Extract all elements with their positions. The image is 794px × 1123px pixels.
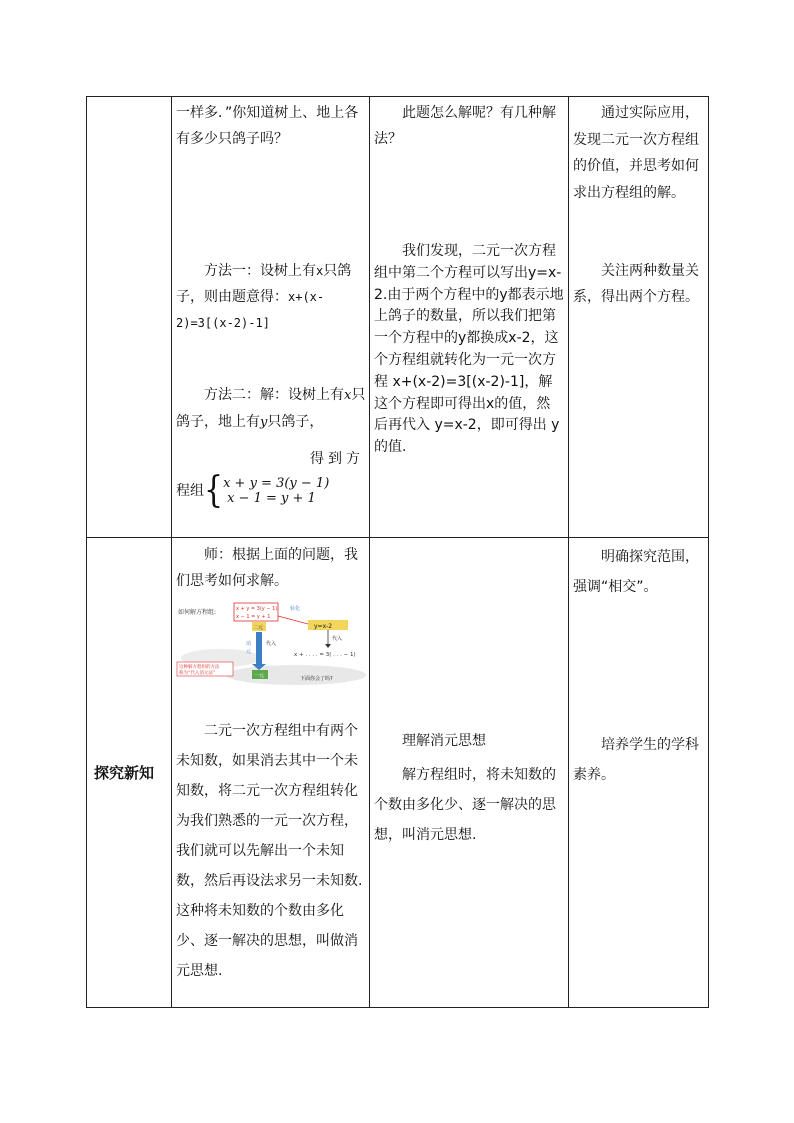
method-one-label: 方法一：设树上有 (204, 263, 316, 279)
y-eq-text: y=x-2 (314, 623, 333, 630)
objective-3: 明确探究范围，强调“相交”。 (573, 549, 699, 595)
method-two (176, 382, 366, 436)
result-eq: x + . . . . = 3( . . . − 1) (294, 652, 356, 658)
system-line-1: x + y = 3(y − 1) (223, 476, 330, 491)
method-two-var-y: y (260, 415, 268, 430)
brace-icon: { (204, 469, 224, 512)
objective-1: 通过实际应用，发现二元一次方程组的价值，并思考如何求出方程组的解。 (573, 105, 699, 201)
story-question: 一样多．”你知道树上、地上各有多少只鸽子吗？ (176, 105, 359, 147)
yuan-label: 元 (246, 649, 252, 655)
elimination-definition: 解方程组时，将未知数的个数由多化少、逐一解决的思想，叫消元思想. (374, 767, 556, 843)
dairu-right-label: 代入 (332, 636, 343, 642)
objective-4: 培养学生的学科素养。 (573, 737, 699, 783)
arrow-head-icon (325, 644, 331, 648)
substitution-explanation: 我们发现，二元一次方程组中第二个方程可以写出y=x-2.由于两个方程中的y都表示地上鸽子的数量，所以我们把第一个方程中的y都换成x-2，这个方程组就转化为一元一次方程 x+(x-2)=3[(x-2)-1]，解这个方程即可得出x的值，然后再代入 y=x-2，即可得出 y 的值. (374, 243, 564, 456)
method-one (176, 258, 366, 336)
yiyuan-text: 一元 (254, 673, 265, 679)
note-line-1: 这种解方程组的方法 (179, 665, 220, 670)
diagram-sys1: x + y = 3(y − 1) (236, 606, 278, 612)
transform-label: 转化 (290, 606, 301, 612)
teacher-prompt: 师：根据上面的问题，我们思考如何求解。 (176, 547, 358, 589)
method-two-conclusion: 得到方 (310, 451, 364, 467)
method-two-text: 只鸽子，地上有 (176, 387, 366, 430)
note-line-2: 称为“代入消元法” (179, 671, 216, 676)
method-two-label: 方法二：解：设树上有 (204, 387, 344, 403)
column-divider (568, 97, 569, 1007)
system-prefix: 程组 (176, 483, 204, 499)
elimination-diagram (176, 600, 366, 688)
erwen-text: 二元 (253, 625, 264, 631)
method-two-text-end: 只鸽子， (267, 414, 324, 430)
objective-2: 关注两种数量关系，得出两个方程。 (573, 263, 699, 305)
method-one-var: x (316, 264, 324, 278)
system-lines (223, 476, 329, 506)
elimination-arrow (256, 632, 262, 664)
method-two-var-x: x (344, 388, 352, 403)
column-divider (369, 97, 370, 1007)
elimination-title: 理解消元思想 (402, 733, 486, 749)
equation-system (176, 469, 366, 512)
method-one-equation: x+(x-2)=3[(x-2)-1] (176, 290, 325, 330)
system-line-2: x − 1 = y + 1 (227, 491, 316, 506)
xiao-label: 消 (246, 641, 252, 647)
elimination-explanation: 二元一次方程组中有两个未知数，如果消去其中一个未知数，将二元一次方程组转化为我们熟悉的一元一次方程，我们就可以先解出一个未知数，然后再设法求另一未知数.这种将未知数的个数由多化少、逐一解决的思想，叫做消元思想. (176, 723, 363, 979)
dairu-left-label: 代入 (266, 641, 277, 647)
diagram-sys2: x − 1 = y + 1 (236, 614, 271, 620)
diagram-title: 如何解方程组: (178, 609, 217, 616)
column-divider (171, 97, 172, 1007)
diagram-question: 下面你会了吗? (300, 676, 333, 682)
solve-question: 此题怎么解呢？有几种解法？ (374, 105, 556, 147)
section-label: 探究新知 (94, 764, 155, 782)
row-divider (87, 537, 708, 538)
connector-line (278, 616, 308, 624)
diagram-shadow (226, 665, 366, 685)
method-one-text: 只鸽子，则由题意得： (176, 263, 352, 305)
